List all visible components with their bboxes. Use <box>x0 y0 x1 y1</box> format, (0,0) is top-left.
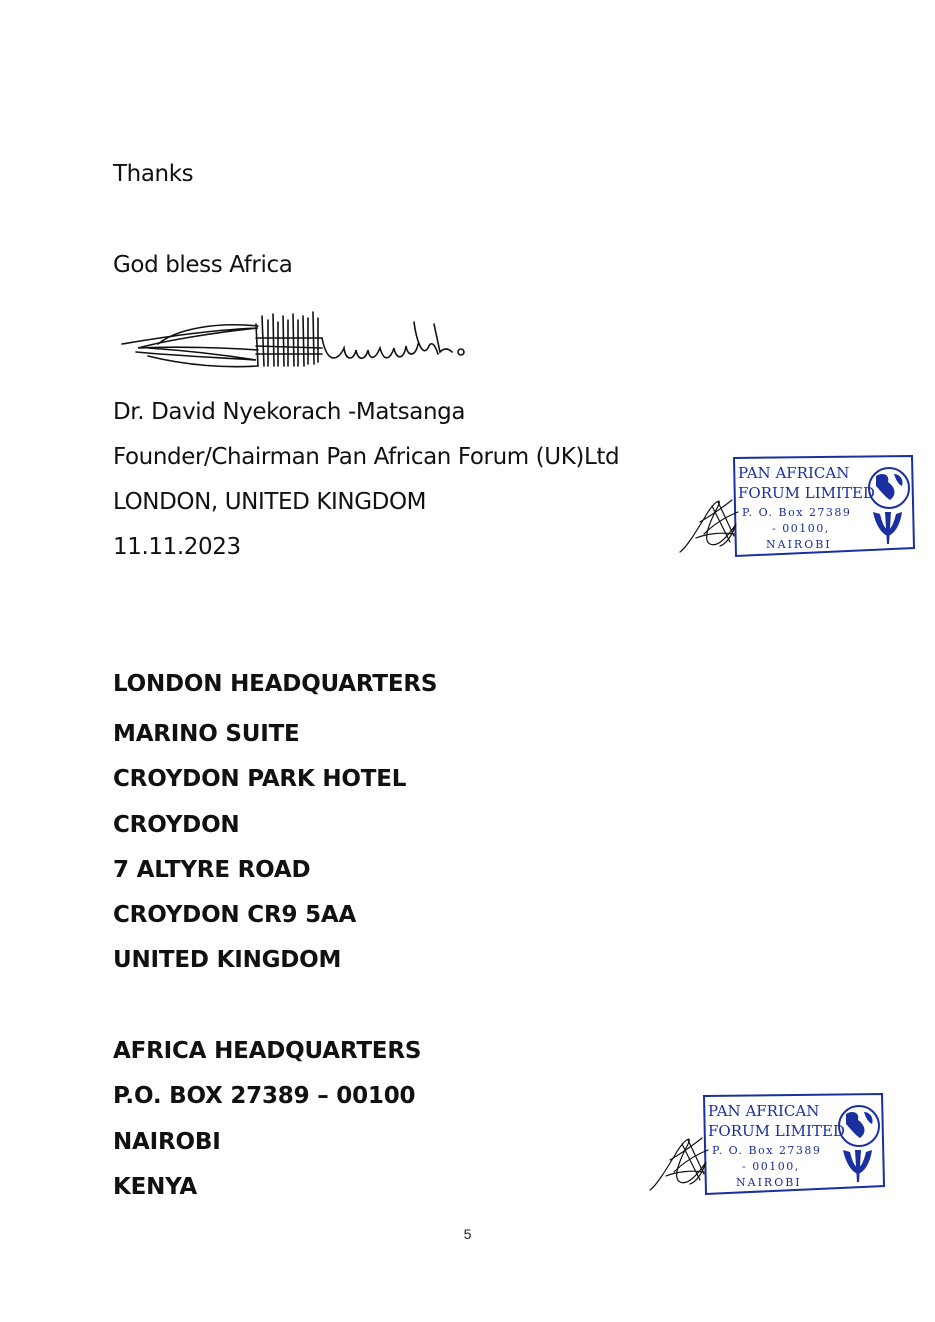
london-hq-line: CROYDON PARK HOTEL <box>113 766 407 792</box>
signatory-title: Founder/Chairman Pan African Forum (UK)Ltd <box>113 444 620 470</box>
london-hq-heading: LONDON HEADQUARTERS <box>113 671 438 697</box>
stamp-line4: - 00100, <box>742 1160 800 1173</box>
africa-hq-line: KENYA <box>113 1174 198 1200</box>
stamp-line5: NAIROBI <box>736 1176 802 1189</box>
page-number: 5 <box>463 1226 472 1242</box>
stamp-signature-mark <box>650 1138 708 1190</box>
closing-blessing: God bless Africa <box>113 252 293 278</box>
london-hq-line: UNITED KINGDOM <box>113 947 342 973</box>
london-hq-line: 7 ALTYRE ROAD <box>113 857 311 883</box>
africa-hq-line: P.O. BOX 27389 – 00100 <box>113 1083 416 1109</box>
stamp-line2: FORUM LIMITED <box>738 484 875 502</box>
stamp-line3: P. O. Box 27389 <box>712 1144 822 1157</box>
handwritten-signature <box>118 308 470 378</box>
stamp-line2: FORUM LIMITED <box>708 1122 845 1140</box>
africa-hq-line: NAIROBI <box>113 1129 221 1155</box>
stamp-line5: NAIROBI <box>766 538 832 551</box>
signatory-name: Dr. David Nyekorach -Matsanga <box>113 399 466 425</box>
africa-hq-heading: AFRICA HEADQUARTERS <box>113 1038 422 1064</box>
london-hq-line: CROYDON <box>113 812 240 838</box>
stamp-line3: P. O. Box 27389 <box>742 506 852 519</box>
globe-torch-icon <box>839 1106 879 1182</box>
stamp-line1: PAN AFRICAN <box>738 464 850 482</box>
stamp-line1: PAN AFRICAN <box>708 1102 820 1120</box>
stamp-line4: - 00100, <box>772 522 830 535</box>
company-stamp <box>646 1090 886 1200</box>
stamp-signature-mark <box>680 500 738 552</box>
globe-torch-icon <box>869 468 909 544</box>
closing-thanks: Thanks <box>113 161 194 187</box>
signatory-date: 11.11.2023 <box>113 534 241 560</box>
london-hq-line: MARINO SUITE <box>113 721 300 747</box>
company-stamp <box>676 452 916 562</box>
signatory-location: LONDON, UNITED KINGDOM <box>113 489 427 515</box>
london-hq-line: CROYDON CR9 5AA <box>113 902 357 928</box>
